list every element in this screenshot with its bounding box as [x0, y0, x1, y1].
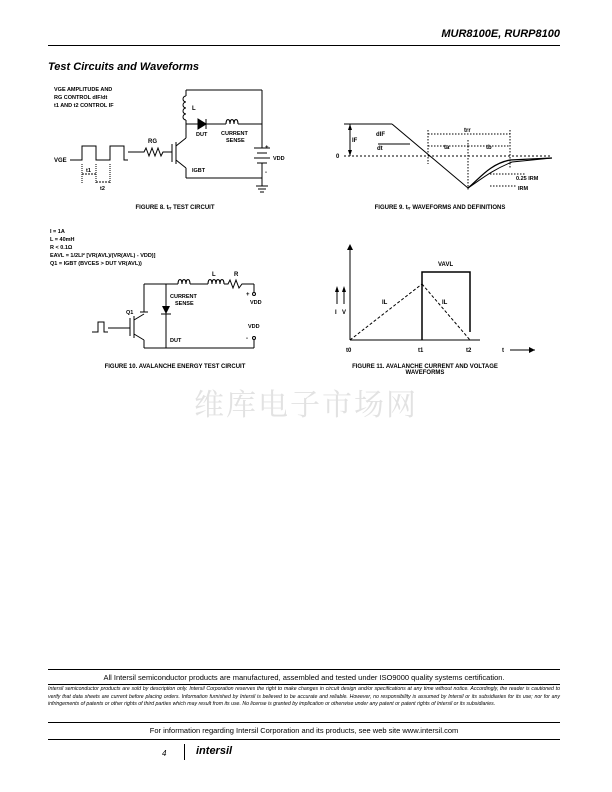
fig8-igbt-label: IGBT: [192, 168, 206, 174]
fig10-dut-label: DUT: [170, 338, 182, 344]
fig11-il-label: IL: [382, 300, 388, 306]
fig10-caption: FIGURE 10. AVALANCHE ENERGY TEST CIRCUIT: [104, 364, 246, 370]
header-rule: [48, 45, 560, 46]
watermark: 维库电子市场网: [194, 388, 418, 423]
fig9-irm25-label: 0.25 IRM: [516, 176, 539, 182]
fig11-t1-label: t1: [418, 348, 424, 354]
fig8-dut-label: DUT: [196, 132, 208, 138]
fig11-waveform-diagram: [330, 240, 560, 362]
fig8-t2-label: t2: [100, 186, 105, 192]
footer-website-line: For information regarding Intersil Corporation and its products, see web site www.intersil.com: [149, 726, 459, 735]
fig11-vavl-label: VAVL: [438, 262, 454, 268]
fig8-circuit-diagram: [40, 80, 290, 200]
fig10-plus-label: +: [246, 292, 250, 298]
footer-rule-last: [48, 739, 560, 740]
page-number: 4: [162, 749, 167, 758]
footer-iso-line: All Intersil semiconductor products are manufactured, assembled and tested under ISO9000 quality systems certification.: [103, 673, 505, 682]
footer-rule-mid: [48, 684, 560, 685]
fig10-sense-label: SENSE: [175, 301, 194, 307]
fig11-caption: [320, 364, 530, 376]
fig11-caption-line1: FIGURE 11. AVALANCHE CURRENT AND VOLTAGE: [352, 364, 498, 370]
fig11-caption-line2: WAVEFORMS: [405, 370, 445, 376]
footer-rule-bottom: [48, 722, 560, 723]
fig9-irm-label: IRM: [518, 186, 529, 192]
fig9-dt-label: dt: [377, 146, 383, 152]
footer-disclaimer: Intersil semiconductor products are sold by description only. Intersil Corporation reserves the right to make changes in circuit design and/or specifications at any time without notice. Accordingly, the reader is cautioned to verify that data sheets are current before placing orders. Information furnished by Intersil is believed to be accurate and reliable. However, no responsibility is assumed by Intersil or its subsidiaries for its use; nor for any infringements of patents or other rights of third parties which may result from its use. No license is granted by implication or otherwise under any patent or patent rights of Intersil or its subsidiaries.: [48, 686, 560, 708]
fig8-note: RG CONTROL dIF/dt: [54, 95, 108, 101]
fig9-waveform-diagram: [330, 108, 560, 200]
fig8-minus-label: -: [265, 170, 267, 176]
fig8-sense-label: SENSE: [226, 138, 245, 144]
footer-rule-top: [48, 669, 560, 670]
fig8-note: t1 AND t2 CONTROL IF: [54, 103, 114, 109]
fig10-note: Q1 = IGBT (BVCES > DUT VR(AVL)): [50, 261, 142, 267]
footer-divider: [184, 744, 185, 760]
fig11-v-label: V: [342, 310, 347, 316]
fig10-vdd-label: VDD: [250, 300, 262, 306]
fig8-t1-label: t1: [86, 168, 91, 174]
fig11-t2-label: t2: [466, 348, 472, 354]
fig8-caption: FIGURE 8. tᵣᵣ TEST CIRCUIT: [135, 205, 215, 211]
fig10-minus-label: -: [246, 336, 248, 342]
fig10-note: L = 40mH: [50, 237, 75, 243]
fig9-trr-label: trr: [464, 128, 471, 134]
fig9-dif-label: dIF: [376, 132, 385, 138]
fig11-t-label: t: [502, 348, 504, 354]
section-title: Test Circuits and Waveforms: [48, 61, 199, 73]
fig10-q1-label: Q1: [126, 310, 134, 316]
fig8-plus-label: +: [265, 145, 269, 151]
fig9-caption: FIGURE 9. tᵣᵣ WAVEFORMS AND DEFINITIONS: [374, 205, 506, 211]
fig10-note: R < 0.1Ω: [50, 245, 73, 251]
fig8-rg-label: RG: [148, 139, 157, 145]
fig9-tb-label: tb: [486, 145, 492, 151]
fig8-vge-label: VGE: [54, 158, 67, 164]
fig10-r-label: R: [234, 272, 239, 278]
fig9-ta-label: ta: [444, 145, 450, 151]
fig9-zero-label: 0: [336, 154, 340, 160]
fig11-il2-label: IL: [442, 300, 448, 306]
page-header-title: MUR8100E, RURP8100: [441, 28, 560, 40]
fig11-i-label: I: [335, 310, 337, 316]
fig8-l-label: L: [192, 106, 196, 112]
fig10-vdd2-label: VDD: [248, 324, 260, 330]
fig10-circuit-diagram: [86, 270, 276, 360]
fig11-t0-label: t0: [346, 348, 352, 354]
fig8-vdd-label: VDD: [273, 156, 285, 162]
fig10-current-label: CURRENT: [170, 294, 197, 300]
fig10-l-label: L: [212, 272, 216, 278]
fig10-notes: [50, 228, 155, 268]
fig8-note: VGE AMPLITUDE AND: [54, 87, 113, 93]
intersil-logo: intersil: [196, 745, 233, 757]
fig8-current-label: CURRENT: [221, 131, 248, 137]
fig10-note: I = 1A: [50, 229, 65, 235]
fig9-if-label: IF: [352, 138, 358, 144]
fig10-note: EAVL = 1/2LI² [VR(AVL)/(VR(AVL) - VDD)]: [50, 253, 156, 259]
